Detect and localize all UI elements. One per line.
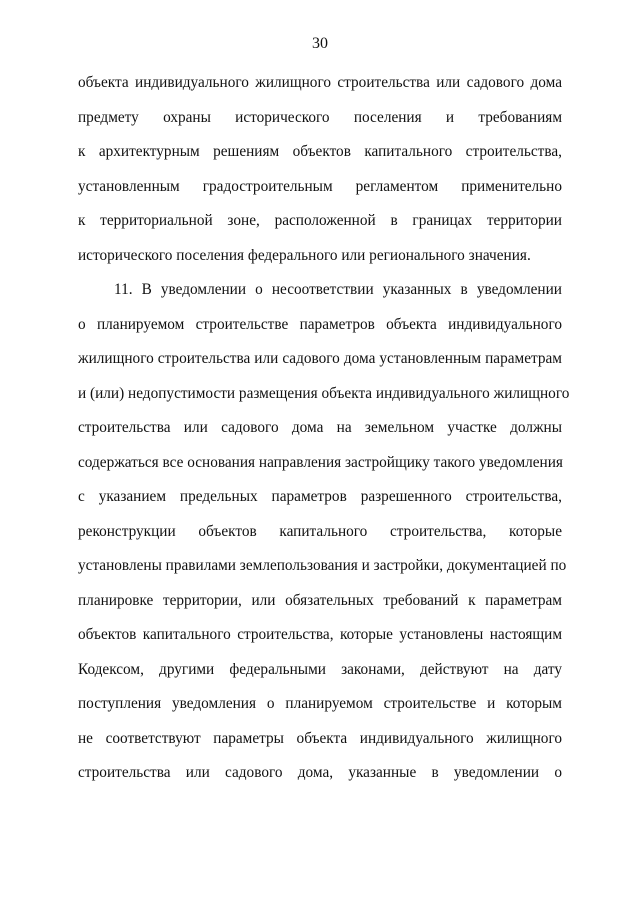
text-line: не соответствуют параметры объекта индивидуального жилищного xyxy=(78,729,562,747)
text-line: строительства или садового дома на земельном участке должны xyxy=(78,419,562,436)
paragraph-1 xyxy=(78,73,562,280)
page-number: 30 xyxy=(312,35,328,52)
text-line: реконструкции объектов капитального строительства, которые xyxy=(78,522,562,540)
text-line: исторического поселения федерального или регионального значения. xyxy=(78,246,531,264)
text-line: содержаться все основания направления застройщику такого уведомления xyxy=(78,453,563,471)
text-line: жилищного строительства или садового дома установленным параметрам xyxy=(78,350,562,367)
paragraph-2 xyxy=(78,280,570,798)
text-line: к территориальной зоне, расположенной в границах территории xyxy=(78,212,562,229)
text-line: планировке территории, или обязательных требований к параметрам xyxy=(78,591,562,609)
text-line: объекта индивидуального жилищного строительства или садового дома xyxy=(78,74,562,91)
text-line: Кодексом, другими федеральными законами, действуют на дату xyxy=(78,660,562,678)
text-line: о планируемом строительстве параметров объекта индивидуального xyxy=(78,315,562,333)
text-line: строительства или садового дома, указанные в уведомлении о xyxy=(78,764,562,781)
text-line: поступления уведомления о планируемом строительстве и которым xyxy=(78,695,562,712)
text-line: и (или) недопустимости размещения объекта индивидуального жилищного xyxy=(78,384,570,402)
document-body xyxy=(78,73,570,798)
text-line: установленным градостроительным регламентом применительно xyxy=(78,177,562,195)
text-line: с указанием предельных параметров разрешенного строительства, xyxy=(78,488,562,505)
text-line: предмету охраны исторического поселения и требованиям xyxy=(78,108,562,126)
text-line: установлены правилами землепользования и застройки, документацией по xyxy=(78,557,567,574)
text-line: объектов капитального строительства, которые установлены настоящим xyxy=(78,626,562,643)
text-line: к архитектурным решениям объектов капитального строительства, xyxy=(78,143,562,160)
text-line: 11. В уведомлении о несоответствии указанных в уведомлении xyxy=(114,281,562,298)
